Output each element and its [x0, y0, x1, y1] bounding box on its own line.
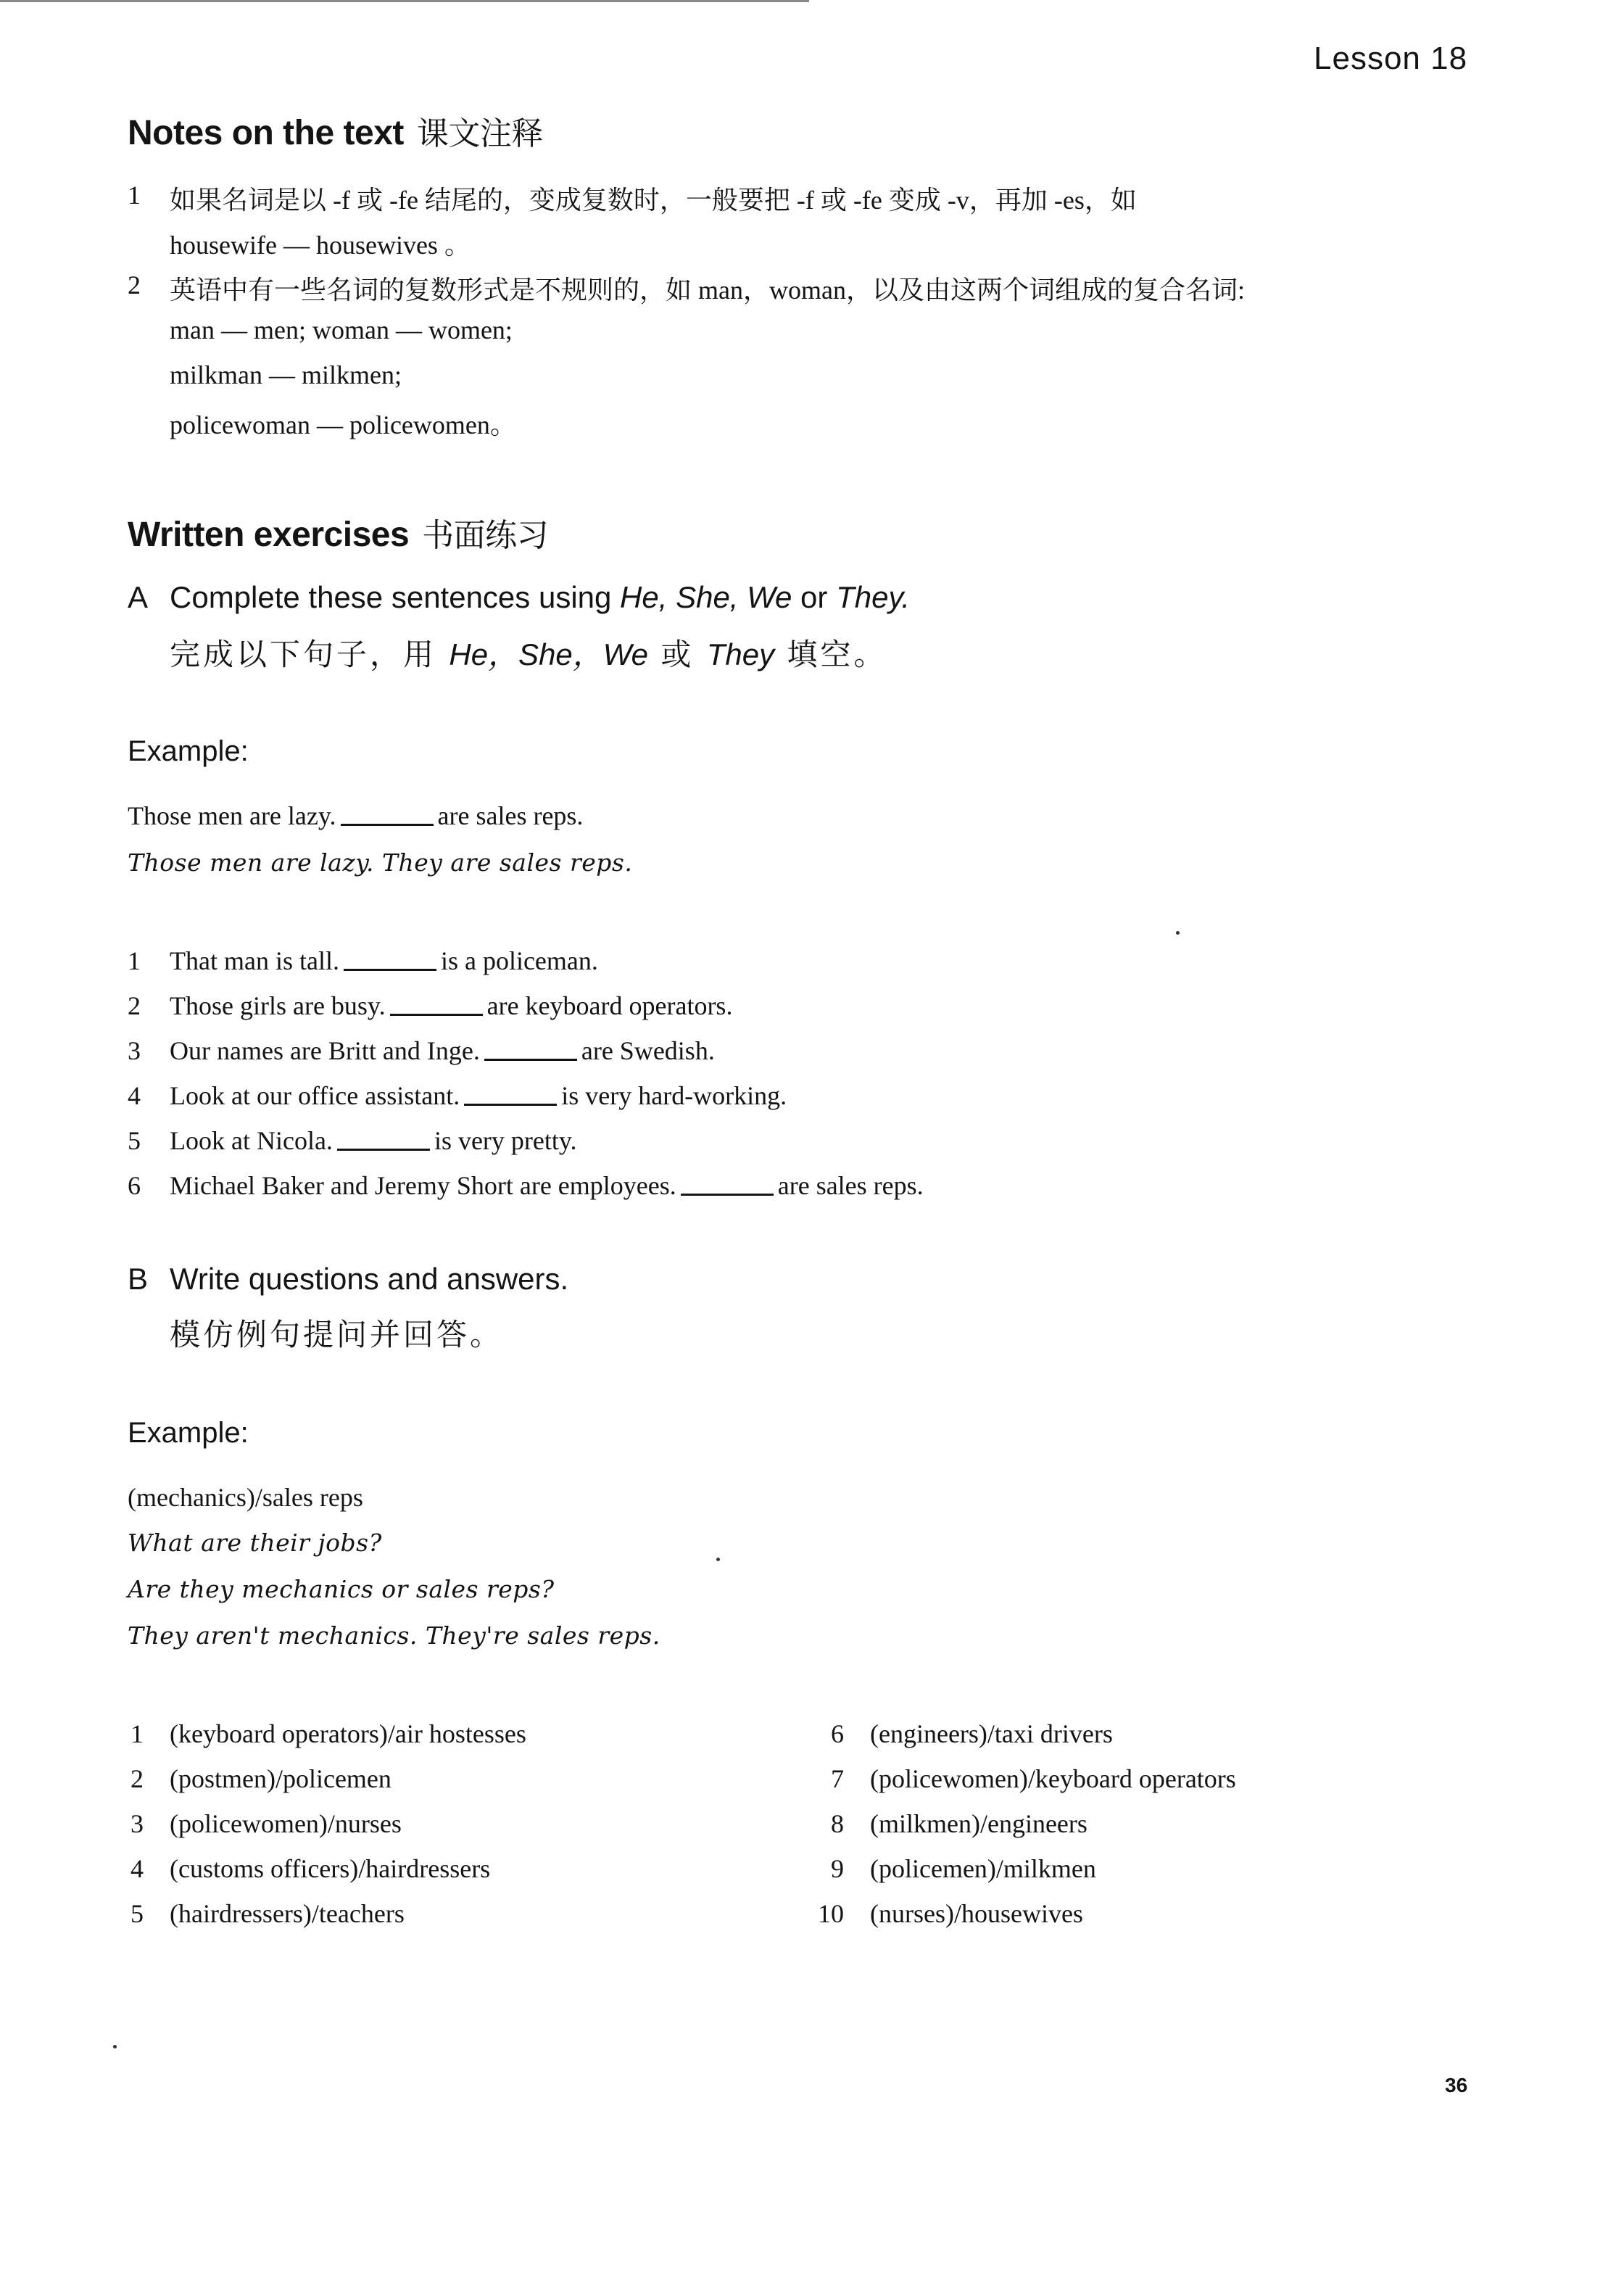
exercise-a-item-2: [170, 991, 732, 1021]
exercise-a-item-3-post: are Swedish.: [581, 1036, 715, 1065]
written-title-zh: 书面练习: [422, 517, 549, 554]
exercise-b-item-7-number: 7: [831, 1764, 844, 1793]
answer-blank: [337, 1147, 430, 1151]
exercise-b-item-5-number: 5: [130, 1899, 144, 1928]
exercise-b-item-9: (policemen)/milkmen: [870, 1854, 1096, 1883]
exercise-b-example-label: Example:: [128, 1417, 249, 1449]
note-1-number: 1: [128, 181, 141, 210]
exercise-b-item-10: (nurses)/housewives: [870, 1899, 1083, 1928]
exercise-b-example-line-1: What are their jobs?: [128, 1529, 382, 1557]
exercise-a-item-3-pre: Our names are Britt and Inge.: [170, 1036, 480, 1065]
answer-blank: [464, 1102, 557, 1106]
exercise-a-example-question-post: are sales reps.: [437, 801, 584, 830]
exercise-a-instruction-zh: [170, 631, 887, 674]
exercise-a-item-5: [170, 1125, 577, 1156]
exercise-b-item-3: (policewomen)/nurses: [170, 1809, 402, 1838]
exercise-a-letter: A: [128, 580, 149, 614]
top-rule: [0, 0, 809, 2]
exercise-b-item-5: (hairdressers)/teachers: [170, 1899, 405, 1928]
exercise-b-example-line-2: Are they mechanics or sales reps?: [128, 1575, 555, 1603]
exercise-b-item-2: (postmen)/policemen: [170, 1764, 392, 1793]
exercise-b-item-10-number: 10: [818, 1899, 844, 1928]
exercise-a-example-question: [128, 801, 583, 831]
exercise-b-item-7: (policewomen)/keyboard operators: [870, 1764, 1236, 1793]
exercise-b-item-3-number: 3: [130, 1809, 144, 1838]
scan-speck: [1176, 931, 1180, 935]
answer-blank: [484, 1057, 577, 1061]
written-title: Written exercises: [128, 516, 410, 554]
note-2-example-3: policewoman — policewomen。: [170, 410, 516, 439]
exercise-b-example-prompt: (mechanics)/sales reps: [128, 1483, 363, 1512]
exercise-b-item-1-number: 1: [130, 1719, 144, 1748]
exercise-a-instruction-they: They.: [836, 580, 911, 614]
exercise-b-item-6: (engineers)/taxi drivers: [870, 1719, 1113, 1748]
exercise-b-item-2-number: 2: [130, 1764, 144, 1793]
written-exercises-heading: [128, 509, 548, 555]
note-2-example-2: milkman — milkmen;: [170, 360, 402, 389]
exercise-a-zh-words: He，She，We: [449, 637, 649, 671]
exercise-a-zh-pre: 完成以下句子，用: [170, 637, 450, 672]
notes-heading: [128, 107, 543, 154]
scan-speck: [113, 2045, 117, 2048]
note-1-line-1: 如果名词是以 -f 或 -fe 结尾的，变成复数时，一般要把 -f 或 -fe 变成 -v，再加 -es，如: [170, 186, 1137, 215]
answer-blank: [344, 967, 436, 971]
answer-blank: [341, 822, 434, 826]
running-head: Lesson 18: [1314, 41, 1468, 76]
notes-title-zh: 课文注释: [416, 115, 543, 152]
exercise-a-item-6-pre: Michael Baker and Jeremy Short are employees.: [170, 1171, 676, 1200]
note-2-line-1: 英语中有一些名词的复数形式是不规则的，如 man，woman，以及由这两个词组成的复合名词:: [170, 276, 1245, 305]
exercise-a-zh-they: They: [706, 637, 775, 671]
note-2-example-1: man — men; woman — women;: [170, 315, 513, 344]
exercise-b-item-8: (milkmen)/engineers: [870, 1809, 1088, 1838]
exercise-b-item-6-number: 6: [831, 1719, 844, 1748]
page-number: 36: [1445, 2074, 1468, 2096]
note-1-line-2: housewife — housewives 。: [170, 231, 471, 260]
exercise-b-item-4-number: 4: [130, 1854, 144, 1883]
exercise-a-instruction-pre: Complete these sentences using: [170, 580, 621, 614]
exercise-a-item-4-post: is very hard-working.: [561, 1081, 787, 1110]
exercise-b-instruction: Write questions and answers.: [170, 1262, 569, 1296]
exercise-a-item-4-pre: Look at our office assistant.: [170, 1081, 460, 1110]
exercise-b-instruction-zh: 模仿例句提问并回答。: [170, 1317, 504, 1352]
exercise-b-item-4: (customs officers)/hairdressers: [170, 1854, 491, 1883]
exercise-a-item-2-number: 2: [128, 991, 141, 1020]
exercise-a-item-3-number: 3: [128, 1036, 141, 1065]
exercise-a-item-5-number: 5: [128, 1126, 141, 1155]
exercise-a-item-1-pre: That man is tall.: [170, 946, 339, 975]
exercise-a-item-2-post: are keyboard operators.: [486, 991, 733, 1020]
exercise-a-item-1-post: is a policeman.: [440, 946, 598, 975]
exercise-a-item-5-post: is very pretty.: [434, 1126, 577, 1155]
exercise-a-zh-mid: 或: [648, 637, 707, 672]
exercise-b-item-1: (keyboard operators)/air hostesses: [170, 1719, 526, 1748]
answer-blank: [681, 1192, 774, 1196]
exercise-b-item-8-number: 8: [831, 1809, 844, 1838]
exercise-a-example-answer: Those men are lazy. They are sales reps.: [128, 848, 633, 877]
answer-blank: [390, 1012, 483, 1016]
exercise-a-item-6: [170, 1170, 924, 1201]
exercise-a-item-1: [170, 946, 598, 976]
exercise-a-item-5-pre: Look at Nicola.: [170, 1126, 333, 1155]
exercise-a-item-2-pre: Those girls are busy.: [170, 991, 386, 1020]
scan-speck: [716, 1558, 720, 1561]
exercise-a-item-6-number: 6: [128, 1171, 141, 1200]
exercise-a-item-4: [170, 1080, 787, 1111]
exercise-b-letter: B: [128, 1262, 149, 1296]
exercise-a-item-4-number: 4: [128, 1081, 141, 1110]
exercise-a-instruction: [170, 580, 910, 615]
exercise-a-item-1-number: 1: [128, 946, 141, 975]
exercise-a-item-3: [170, 1035, 715, 1066]
exercise-a-example-question-pre: Those men are lazy.: [128, 801, 336, 830]
exercise-a-instruction-words: He, She, We: [620, 580, 792, 614]
exercise-a-instruction-or: or: [792, 580, 837, 614]
exercise-b-item-9-number: 9: [831, 1854, 844, 1883]
exercise-a-zh-post: 填空。: [774, 637, 887, 672]
exercise-b-example-line-3: They aren't mechanics. They're sales reps.: [128, 1621, 660, 1650]
note-2-number: 2: [128, 270, 141, 299]
exercise-a-example-label: Example:: [128, 735, 249, 767]
exercise-a-item-6-post: are sales reps.: [777, 1171, 924, 1200]
notes-title: Notes on the text: [128, 114, 404, 152]
